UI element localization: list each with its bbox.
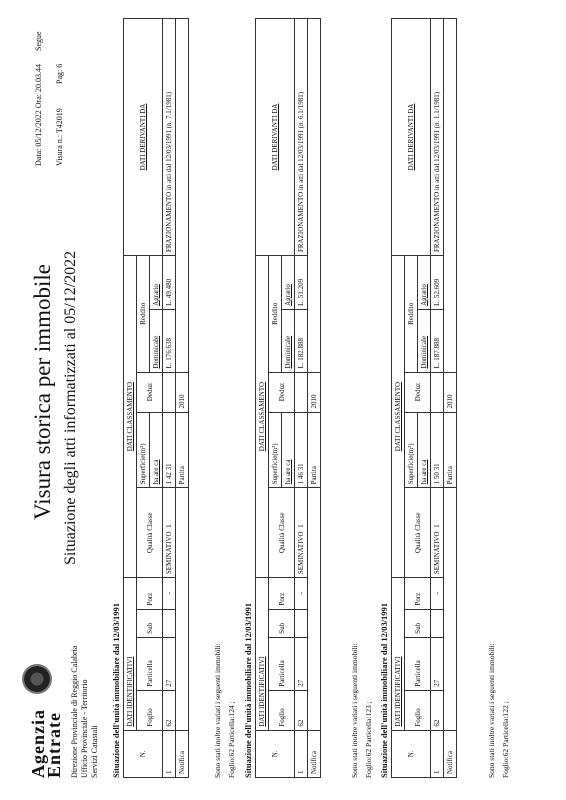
table-header-row — [124, 19, 137, 778]
cell-n: 1 — [163, 730, 176, 777]
cell-partita-label: Partita — [444, 412, 457, 488]
table-row — [431, 19, 444, 778]
notifica-row — [308, 19, 321, 778]
col-qualita-classe: Qualità Classe — [269, 488, 295, 578]
col-foglio: Foglio — [137, 690, 163, 730]
col-deduz: Deduz — [269, 372, 295, 412]
office-line-3: Servizi Catastali — [90, 725, 99, 778]
col-agrario: Agrario — [418, 256, 431, 310]
cell-deduz — [431, 372, 444, 412]
cell-porz: - — [163, 578, 176, 609]
col-dominicale: Dominicale — [418, 309, 431, 372]
cell-notifica: Notifica — [308, 730, 321, 777]
cell-derivanti: FRAZIONAMENTO in atti dal 12/03/1991 (n. 6.1/1981) — [295, 19, 308, 256]
col-porz: Porz — [269, 578, 295, 609]
cell-n: 1 — [295, 730, 308, 777]
col-dati-identificativi: DATI IDENTIFICATIVI — [256, 578, 269, 731]
cell-qualita-classe — [295, 488, 308, 578]
cell-agrario: L. 51.209 — [295, 256, 308, 310]
table-row — [295, 19, 308, 778]
col-agrario: Agrario — [282, 256, 295, 310]
cell-derivanti: FRAZIONAMENTO in atti dal 12/03/1991 (n. 1.1/1981) — [431, 19, 444, 256]
col-sub: Sub — [405, 609, 431, 637]
cell-particella: 27 — [163, 637, 176, 690]
cell-dominicale: L. 182.888 — [295, 309, 308, 372]
agenzia-entrate-logo — [22, 638, 66, 778]
cell-porz: - — [431, 578, 444, 609]
col-n: N. — [124, 730, 163, 777]
col-reddito: Reddito — [137, 256, 150, 373]
col-qualita-classe: Qualità Classe — [137, 488, 163, 578]
col-ha-are-ca: ha are ca — [418, 412, 431, 488]
col-n: N. — [392, 730, 431, 777]
cell-superficie: 1 46 31 — [295, 412, 308, 488]
col-dati-derivanti: DATI DERIVANTI DA — [124, 19, 163, 256]
notifica-row — [444, 19, 457, 778]
col-dati-classamento: DATI CLASSAMENTO — [256, 256, 269, 578]
col-dati-classamento: DATI CLASSAMENTO — [392, 256, 405, 578]
col-particella: Particella — [137, 637, 163, 690]
col-n: N. — [256, 730, 295, 777]
col-dominicale: Dominicale — [282, 309, 295, 372]
logo-line2: Entrate — [44, 712, 64, 778]
office-line-1: Direzione Provinciale di Reggio Calabria — [70, 645, 79, 778]
office-line-2: Ufficio Provinciale - Territorio — [80, 679, 89, 778]
col-porz: Porz — [137, 578, 163, 609]
page-number: Pag: 6 — [55, 63, 64, 84]
section-title: Situazione dell'unità immobiliare dal 12/03/1991 — [379, 602, 389, 778]
cell-agrario: L. 52.609 — [431, 256, 444, 310]
cell-partita: 2010 — [444, 372, 457, 412]
col-reddito: Reddito — [269, 256, 282, 373]
note-variati: Sono stati inoltre variati i seguenti immobili: — [487, 643, 496, 778]
cell-partita-label: Partita — [176, 412, 189, 488]
cell-qualita: SEMINATIVO — [433, 531, 441, 575]
cell-notifica: Notifica — [176, 730, 189, 777]
cell-foglio: 62 — [295, 690, 308, 730]
section-title: Situazione dell'unità immobiliare dal 12/03/1991 — [243, 602, 253, 778]
cell-dominicale: L. 187.888 — [431, 309, 444, 372]
col-sub: Sub — [269, 609, 295, 637]
note-foglio: Foglio:62 Particella:123 ; — [364, 701, 373, 778]
cell-particella: 27 — [431, 637, 444, 690]
cell-superficie: 1 42 31 — [163, 412, 176, 488]
page-subtitle: Situazione degli atti informatizzati al 05/12/2022 — [62, 250, 79, 565]
cell-partita: 2010 — [308, 372, 321, 412]
cell-qualita: SEMINATIVO — [165, 531, 173, 575]
classamento-table — [391, 18, 457, 778]
col-deduz: Deduz — [405, 372, 431, 412]
cell-partita-label: Partita — [308, 412, 321, 488]
cell-foglio: 62 — [163, 690, 176, 730]
table-header-row — [392, 19, 405, 778]
col-porz: Porz — [405, 578, 431, 609]
note-variati: Sono stati inoltre variati i seguenti immobili: — [350, 643, 359, 778]
cell-notifica: Notifica — [444, 730, 457, 777]
cell-sub — [163, 609, 176, 637]
date-time: Data: 05/12/2022 Ora: 20.03.44 — [34, 64, 43, 166]
cell-derivanti: FRAZIONAMENTO in atti dal 12/03/1991 (n. 7.1/1981) — [163, 19, 176, 256]
col-sub: Sub — [137, 609, 163, 637]
classamento-table — [123, 18, 189, 778]
cell-classe: 1 — [433, 524, 441, 528]
cell-classe: 1 — [297, 524, 305, 528]
cell-sub — [431, 609, 444, 637]
col-superficie: Superficie(m²) — [137, 412, 150, 488]
cell-n: 1 — [431, 730, 444, 777]
col-dati-classamento: DATI CLASSAMENTO — [124, 256, 137, 578]
col-particella: Particella — [269, 637, 295, 690]
col-superficie: Superficie(m²) — [405, 412, 418, 488]
col-agrario: Agrario — [150, 256, 163, 310]
cell-porz: - — [295, 578, 308, 609]
emblem-icon — [22, 664, 52, 694]
cell-deduz — [295, 372, 308, 412]
cell-qualita-classe — [163, 488, 176, 578]
col-foglio: Foglio — [269, 690, 295, 730]
classamento-table — [255, 18, 321, 778]
page-title: Visura storica per immobile — [30, 263, 55, 520]
col-ha-are-ca: ha are ca — [282, 412, 295, 488]
cell-agrario: L. 49.480 — [163, 256, 176, 310]
table-header-row — [256, 19, 269, 778]
col-reddito: Reddito — [405, 256, 418, 373]
col-deduz: Deduz — [137, 372, 163, 412]
cell-partita: 2010 — [176, 372, 189, 412]
visura-number: Visura n.: T42019 — [55, 108, 64, 166]
col-dati-derivanti: DATI DERIVANTI DA — [392, 19, 431, 256]
col-particella: Particella — [405, 637, 431, 690]
col-dominicale: Dominicale — [150, 309, 163, 372]
cell-deduz — [163, 372, 176, 412]
col-ha-are-ca: ha are ca — [150, 412, 163, 488]
col-dati-identificativi: DATI IDENTIFICATIVI — [124, 578, 137, 731]
table-row — [163, 19, 176, 778]
cell-dominicale: L. 176.638 — [163, 309, 176, 372]
note-variati: Sono stati inoltre variati i seguenti immobili: — [213, 643, 222, 778]
col-dati-identificativi: DATI IDENTIFICATIVI — [392, 578, 405, 731]
col-dati-derivanti: DATI DERIVANTI DA — [256, 19, 295, 256]
cell-qualita: SEMINATIVO — [297, 531, 305, 575]
logo-line1: Agenzia — [28, 709, 48, 778]
cell-sub — [295, 609, 308, 637]
note-foglio: Foglio:62 Particella:122 ; — [501, 701, 510, 778]
cell-qualita-classe — [431, 488, 444, 578]
col-superficie: Superficie(m²) — [269, 412, 282, 488]
col-qualita-classe: Qualità Classe — [405, 488, 431, 578]
cell-foglio: 62 — [431, 690, 444, 730]
notifica-row — [176, 19, 189, 778]
cell-particella: 27 — [295, 637, 308, 690]
cell-superficie: 1 50 31 — [431, 412, 444, 488]
cell-classe: 1 — [165, 524, 173, 528]
col-foglio: Foglio — [405, 690, 431, 730]
continues-label: Segue — [34, 31, 43, 51]
section-title: Situazione dell'unità immobiliare dal 12/03/1991 — [111, 602, 121, 778]
note-foglio: Foglio:62 Particella:124 ; — [227, 701, 236, 778]
